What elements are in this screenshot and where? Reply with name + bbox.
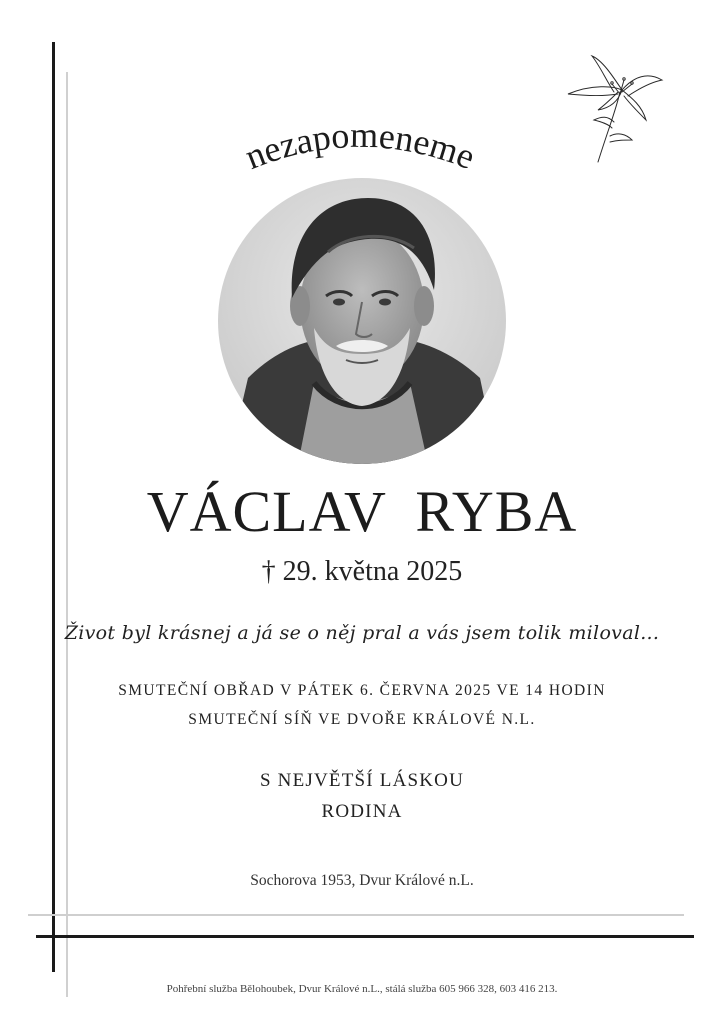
death-date: † 29. května 2025 bbox=[261, 556, 463, 587]
lily-flower-icon bbox=[562, 50, 672, 170]
svg-text:nezapomeneme bbox=[240, 115, 481, 177]
frame-horizontal-line-gray bbox=[28, 914, 684, 916]
ceremony-time: SMUTEČNÍ OBŘAD V PÁTEK 6. ČERVNA 2025 VE 14 HODIN bbox=[118, 682, 606, 699]
ceremony-place: SMUTEČNÍ SÍŇ VE DVOŘE KRÁLOVÉ N.L. bbox=[188, 711, 536, 728]
frame-horizontal-line-black bbox=[36, 935, 694, 938]
deceased-name: VÁCLAV RYBA bbox=[146, 479, 578, 544]
signature-line-1: S NEJVĚTŠÍ LÁSKOU bbox=[259, 770, 465, 791]
funeral-service-footer: Pohřební služba Bělohoubek, Dvur Králové n.L., stálá služba 605 966 328, 603 416 213. bbox=[166, 983, 558, 995]
arc-title-text: nezapomeneme bbox=[239, 114, 481, 178]
memorial-quote: Život byl krásnej a já se o něj pral a vás jsem tolik miloval... bbox=[64, 622, 660, 644]
portrait-photo bbox=[218, 178, 506, 464]
family-address: Sochorova 1953, Dvur Králové n.L. bbox=[250, 872, 474, 889]
signature-line-2: RODINA bbox=[321, 801, 403, 822]
